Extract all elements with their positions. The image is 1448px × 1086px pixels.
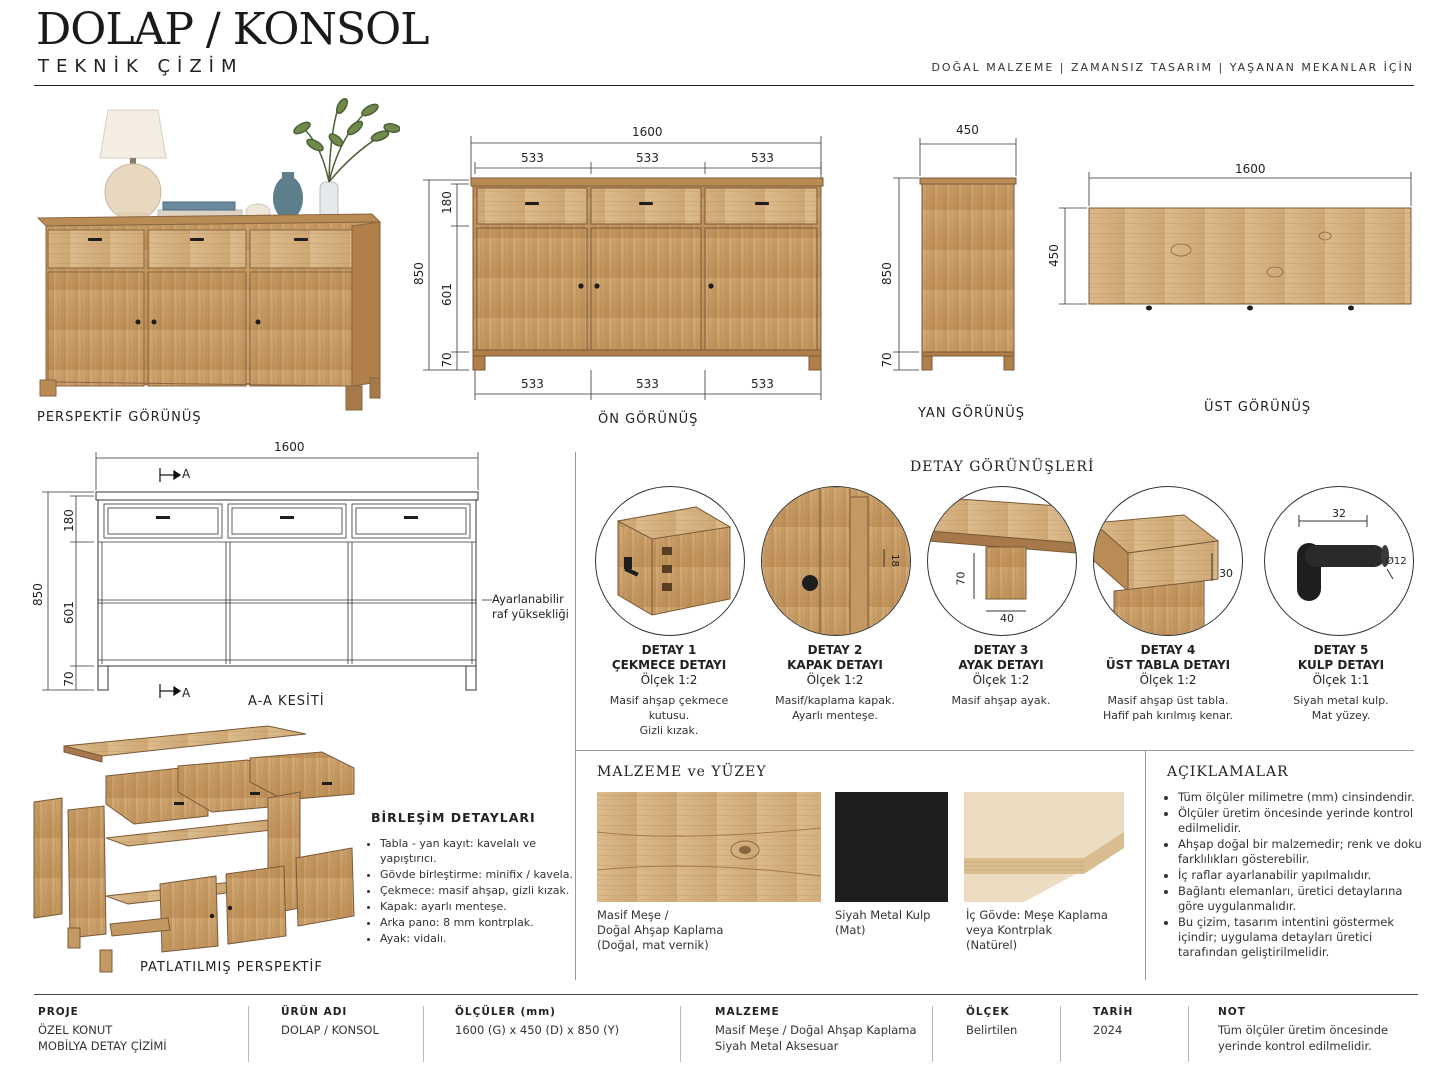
detail-number: DETAY 1 xyxy=(641,643,697,657)
detail-number: DETAY 4 xyxy=(1140,643,1196,657)
footer-value: Siyah Metal Aksesuar xyxy=(715,1039,839,1053)
side-dim-leg: 70 xyxy=(880,352,894,368)
footer-note xyxy=(1218,1006,1388,1054)
detail-desc: Masif ahşap çekmece kutusu. xyxy=(609,694,729,722)
footer-heading: ÖLÇEK xyxy=(966,1006,1010,1018)
assembly-list xyxy=(366,836,590,947)
section-marker-top: A xyxy=(182,467,191,481)
detail-name: ÇEKMECE DETAYI xyxy=(611,658,727,672)
side-dim-height: 850 xyxy=(880,262,894,285)
material-line: Siyah Metal Kulp xyxy=(835,908,931,922)
details-title: DETAY GÖRÜNÜŞLERİ xyxy=(910,459,1095,475)
footer-material xyxy=(715,1006,917,1054)
front-dim-module-3: 533 xyxy=(751,151,774,165)
detail-1-circle xyxy=(595,486,745,636)
assembly-item: • Ayak: vidalı. xyxy=(380,931,590,946)
detail-3-caption xyxy=(922,643,1080,708)
detail-number: DETAY 2 xyxy=(807,643,863,657)
note-item: • Bu çizim, tasarım intentini göstermek içindir; uygulama detayları üretici tarafından geliştirilmelidir. xyxy=(1178,915,1428,960)
material-line: (Doğal, mat vernik) xyxy=(597,938,709,952)
detail-name: ÜST TABLA DETAYI xyxy=(1105,658,1231,672)
detail-4-caption xyxy=(1082,643,1254,723)
detail-desc: Masif ahşap üst tabla. xyxy=(1107,694,1229,707)
header-rule xyxy=(34,85,1414,86)
section-marker-bottom: A xyxy=(182,686,191,700)
front-dim-module-2: 533 xyxy=(636,151,659,165)
footer-value: Belirtilen xyxy=(966,1023,1018,1037)
note-item: • İç raflar ayarlanabilir yapılmalıdır. xyxy=(1178,868,1428,883)
material-caption-plywood xyxy=(966,908,1108,953)
detail-4-dim: 30 xyxy=(1219,567,1233,580)
material-swatch-wood xyxy=(597,792,821,902)
detail-desc: Hafif pah kırılmış kenar. xyxy=(1102,709,1234,722)
footer-value: Masif Meşe / Doğal Ahşap Kaplama xyxy=(715,1023,917,1037)
assembly-item: • Tabla - yan kayıt: kavelalı ve yapıştırıcı. xyxy=(380,836,590,866)
footer-sep xyxy=(423,1006,424,1062)
footer-value: Tüm ölçüler üretim öncesinde xyxy=(1218,1023,1389,1037)
detail-desc: Masif/kaplama kapak. xyxy=(775,694,895,707)
detail-desc: Gizli kızak. xyxy=(639,724,699,737)
panel-divider-vertical xyxy=(575,452,576,980)
material-line: Masif Meşe / xyxy=(597,908,669,922)
detail-desc: Ayarlı menteşe. xyxy=(792,709,878,722)
top-dim-depth: 450 xyxy=(1047,244,1061,267)
materials-title: MALZEME ve YÜZEY xyxy=(597,764,767,780)
exploded-label: PATLATILMIŞ PERSPEKTİF xyxy=(140,960,323,975)
detail-2-dim: 18 xyxy=(888,554,900,567)
material-line: (Mat) xyxy=(835,923,866,937)
side-view-drawing xyxy=(875,130,1035,380)
section-label: A-A KESİTİ xyxy=(248,694,325,709)
footer-value: yerinde kontrol edilmelidir. xyxy=(1218,1039,1372,1053)
notes-title: AÇIKLAMALAR xyxy=(1167,764,1289,780)
assembly-item: • Arka pano: 8 mm kontrplak. xyxy=(380,915,590,930)
footer-value: ÖZEL KONUT xyxy=(38,1023,113,1037)
footer-sep xyxy=(1060,1006,1061,1062)
material-line: İç Gövde: Meşe Kaplama xyxy=(966,908,1108,922)
material-line: (Natürel) xyxy=(966,938,1018,952)
footer-scale xyxy=(966,1006,1017,1038)
detail-5-dim-a: 32 xyxy=(1332,507,1346,520)
front-dim-height: 850 xyxy=(412,262,426,285)
tagline: DOĞAL MALZEME | ZAMANSIZ TASARIM | YAŞANAN MEKANLAR İÇİN xyxy=(931,61,1414,74)
assembly-title: BİRLEŞİM DETAYLARI xyxy=(371,810,536,825)
exploded-illustration xyxy=(28,718,368,978)
section-dim-height: 850 xyxy=(31,583,45,606)
detail-2-caption xyxy=(756,643,914,723)
footer-date xyxy=(1093,1006,1133,1038)
footer-rule xyxy=(34,994,1418,995)
material-caption-metal xyxy=(835,908,930,938)
footer-value: DOLAP / KONSOL xyxy=(281,1023,379,1037)
footer-value: MOBİLYA DETAY ÇİZİMİ xyxy=(38,1039,167,1053)
section-dim-width: 1600 xyxy=(274,440,305,454)
front-dim-drawer: 180 xyxy=(440,191,454,214)
footer-heading: NOT xyxy=(1218,1006,1246,1018)
footer-heading: ÖLÇÜLER (mm) xyxy=(455,1006,556,1018)
top-view-drawing xyxy=(1045,160,1425,320)
material-swatch-metal xyxy=(835,792,948,902)
perspective-illustration xyxy=(30,90,400,420)
footer-heading: ÜRÜN ADI xyxy=(281,1006,348,1018)
footer-product xyxy=(281,1006,379,1038)
section-dim-leg: 70 xyxy=(62,671,76,687)
note-item: • Ölçüler üretim öncesinde yerinde kontrol edilmelidir. xyxy=(1178,806,1428,836)
detail-desc: Masif ahşap ayak. xyxy=(951,694,1051,707)
detail-1-caption xyxy=(590,643,748,738)
detail-5-dim-b: Ø12 xyxy=(1386,556,1407,567)
material-line: Doğal Ahşap Kaplama xyxy=(597,923,724,937)
section-dim-drawer: 180 xyxy=(62,509,76,532)
footer-heading: PROJE xyxy=(38,1006,79,1018)
perspective-label: PERSPEKTİF GÖRÜNÜŞ xyxy=(37,410,202,425)
panel-divider-horizontal xyxy=(576,750,1414,751)
section-shelf-note: Ayarlanabilir raf yüksekliği xyxy=(492,592,569,621)
top-dim-width: 1600 xyxy=(1235,162,1266,176)
front-dim-module-1: 533 xyxy=(521,151,544,165)
footer-sep xyxy=(680,1006,681,1062)
lamp-icon xyxy=(100,110,166,220)
assembly-item: • Kapak: ayarlı menteşe. xyxy=(380,899,590,914)
footer-sep xyxy=(1188,1006,1189,1062)
detail-scale: Ölçek 1:1 xyxy=(1312,673,1370,687)
section-drawing xyxy=(28,450,573,710)
section-dim-door: 601 xyxy=(62,601,76,624)
detail-scale: Ölçek 1:2 xyxy=(806,673,864,687)
front-view-label: ÖN GÖRÜNÜŞ xyxy=(598,412,699,427)
detail-4-circle xyxy=(1093,486,1243,636)
detail-3-dim-b: 40 xyxy=(1000,612,1014,625)
footer-heading: TARİH xyxy=(1093,1006,1134,1018)
front-dim-module-b1: 533 xyxy=(521,377,544,391)
front-dim-door: 601 xyxy=(440,283,454,306)
detail-scale: Ölçek 1:2 xyxy=(972,673,1030,687)
material-line: veya Kontrplak xyxy=(966,923,1053,937)
footer-dims xyxy=(455,1006,619,1038)
detail-desc: Siyah metal kulp. xyxy=(1293,694,1389,707)
top-view-label: ÜST GÖRÜNÜŞ xyxy=(1204,400,1312,415)
note-item: • Ahşap doğal bir malzemedir; renk ve doku farklılıkları gösterebilir. xyxy=(1178,837,1428,867)
assembly-item: • Çekmece: masif ahşap, gizli kızak. xyxy=(380,883,590,898)
note-item: • Bağlantı elemanları, üretici detaylarına göre uygulanmalıdır. xyxy=(1178,884,1428,914)
detail-5-caption xyxy=(1262,643,1420,723)
front-dim-leg: 70 xyxy=(440,352,454,368)
note-item: • Tüm ölçüler milimetre (mm) cinsindendir. xyxy=(1178,790,1428,805)
assembly-item: • Gövde birleştirme: minifix / kavela. xyxy=(380,867,590,882)
footer-value: 1600 (G) x 450 (D) x 850 (Y) xyxy=(455,1023,620,1037)
detail-name: AYAK DETAYI xyxy=(958,658,1044,672)
front-dim-module-b2: 533 xyxy=(636,377,659,391)
detail-name: KULP DETAYI xyxy=(1297,658,1385,672)
footer-sep xyxy=(932,1006,933,1062)
front-dim-module-b3: 533 xyxy=(751,377,774,391)
page-title: DOLAP / KONSOL xyxy=(36,4,429,55)
notes-list xyxy=(1164,790,1428,961)
footer-value: 2024 xyxy=(1093,1023,1123,1037)
page-subtitle: TEKNİK ÇİZİM xyxy=(38,56,244,77)
front-dim-width: 1600 xyxy=(632,125,663,139)
side-view-label: YAN GÖRÜNÜŞ xyxy=(918,406,1026,421)
panel-divider-notes xyxy=(1145,750,1146,980)
material-swatch-plywood xyxy=(964,792,1124,902)
detail-desc: Mat yüzey. xyxy=(1311,709,1371,722)
detail-3-dim-a: 70 xyxy=(954,571,968,586)
footer-project xyxy=(38,1006,167,1054)
footer-sep xyxy=(248,1006,249,1062)
detail-number: DETAY 3 xyxy=(973,643,1029,657)
material-caption-wood xyxy=(597,908,723,953)
detail-number: DETAY 5 xyxy=(1313,643,1369,657)
footer-heading: MALZEME xyxy=(715,1006,780,1018)
side-dim-depth: 450 xyxy=(956,123,979,137)
detail-scale: Ölçek 1:2 xyxy=(1139,673,1197,687)
detail-name: KAPAK DETAYI xyxy=(787,658,883,672)
detail-scale: Ölçek 1:2 xyxy=(640,673,698,687)
